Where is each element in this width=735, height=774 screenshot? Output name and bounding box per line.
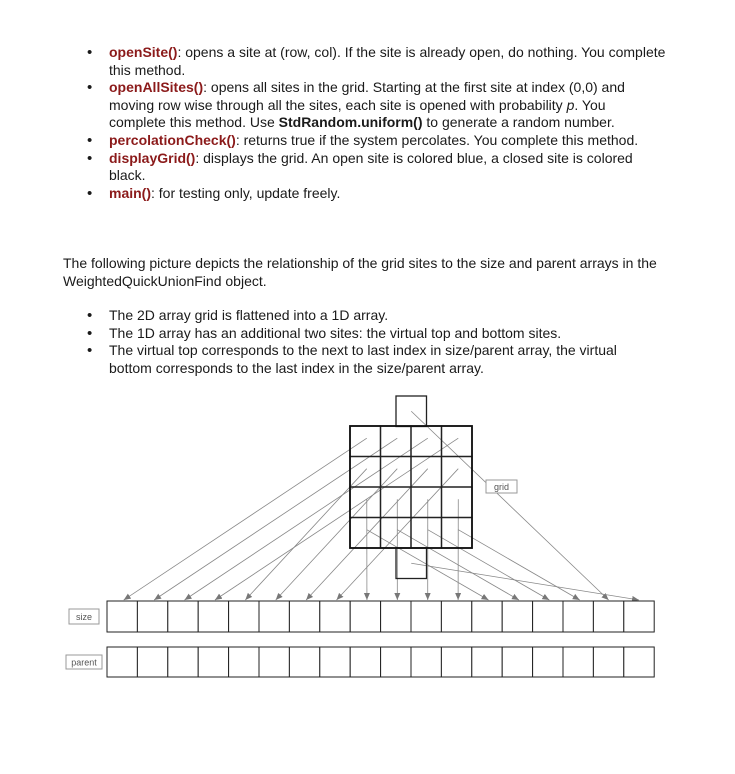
method-name: openAllSites() [109,79,204,96]
method-reference: StdRandom.uniform() [278,114,423,131]
size-array-cell [533,601,563,632]
method-name: openSite() [109,44,178,60]
array-note-item: • The 2D array grid is flattened into a 1D array. [86,307,646,325]
parent-array-cell [107,647,137,677]
parent-array-cell [168,647,198,677]
probability-variable: p [566,96,575,113]
size-array-cell [411,601,441,632]
size-array-cell [289,601,319,632]
method-description: to generate a random number. [422,114,615,131]
parent-label: parent [71,657,97,668]
parent-label-box [66,655,102,669]
method-name: main() [109,184,151,201]
parent-array-cell [411,647,441,677]
size-array-cell [502,601,532,632]
grid-to-array-arrow [276,469,398,600]
grid-to-array-arrow [154,438,397,600]
size-label: size [75,612,93,622]
parent-array-cell [472,647,502,677]
parent-array-cell [229,647,259,677]
grid-to-array-arrow [428,530,550,600]
parent-array-cell [533,647,563,677]
grid-cell [350,426,381,457]
size-label-box [69,609,99,624]
grid-label: grid [493,482,510,492]
grid-cell [350,518,381,549]
parent-array-cell [289,647,319,677]
size-array-cell [472,601,502,632]
parent-array-cell [441,647,471,677]
parent-array-cell [198,647,228,677]
size-array-cell [320,601,350,632]
size-array-cell [381,601,411,632]
method-description: : opens a site at (row, col). If the site is already open, do nothing. You complete this method. [109,44,666,78]
grid-to-array-arrow [185,438,428,600]
parent-array-cell [381,647,411,677]
grid-label-box [486,480,517,493]
size-array-cell [563,601,593,632]
method-name: percolationCheck() [109,131,236,148]
parent-array [107,647,654,677]
grid-to-array-arrow [458,530,579,600]
method-name: displayGrid() [109,149,196,166]
array-note-item: • The virtual top corresponds to the next to last index in size/parent array, the virtual bottom corresponds to the last index in the size/parent array. [86,342,646,377]
grid-cell [411,518,442,549]
size-array-cell [229,601,259,632]
parent-array-cell [563,647,593,677]
size-array-cell [107,601,137,632]
method-description: : for testing only, update freely. [151,184,341,201]
grid-cell [442,487,473,518]
size-array-cell [137,601,167,632]
grid-to-array-arrow [245,469,366,600]
size-array [107,601,654,632]
grid-cell [381,518,412,549]
parent-array-cell [624,647,654,677]
size-array-cell [441,601,471,632]
parent-array-cell [259,647,289,677]
grid-cell [442,426,473,457]
method-description: : opens all sites in the grid. Starting at the first site at index (0,0) and moving row wise through all the sites, each site is opened with probability [109,79,625,113]
size-array-cell [593,601,623,632]
method-description: : returns true if the system percolates. You complete this method. [235,131,639,148]
parent-array-cell [502,647,532,677]
method-description: : displays the grid. An open site is colored blue, a closed site is colored black. [109,149,633,184]
mapping-arrows [124,411,639,600]
grid [350,396,472,579]
parent-array-cell [593,647,623,677]
size-array-cell [350,601,380,632]
method-description: . You complete this method. Use [109,96,606,131]
size-array-cell [259,601,289,632]
description-paragraph: The following picture depicts the relationship of the grid sites to the size and parent arrays in the WeightedQuickUnionFind object. [63,255,657,289]
array-note-item: • The 1D array has an additional two sites: the virtual top and bottom sites. [86,325,646,343]
parent-array-cell [137,647,167,677]
parent-array-cell [350,647,380,677]
grid-to-array-arrow [215,438,458,600]
grid-to-array-arrow [124,438,367,600]
size-array-cell [198,601,228,632]
grid-cell [442,518,473,549]
size-array-cell [168,601,198,632]
parent-array-cell [320,647,350,677]
size-array-cell [624,601,654,632]
